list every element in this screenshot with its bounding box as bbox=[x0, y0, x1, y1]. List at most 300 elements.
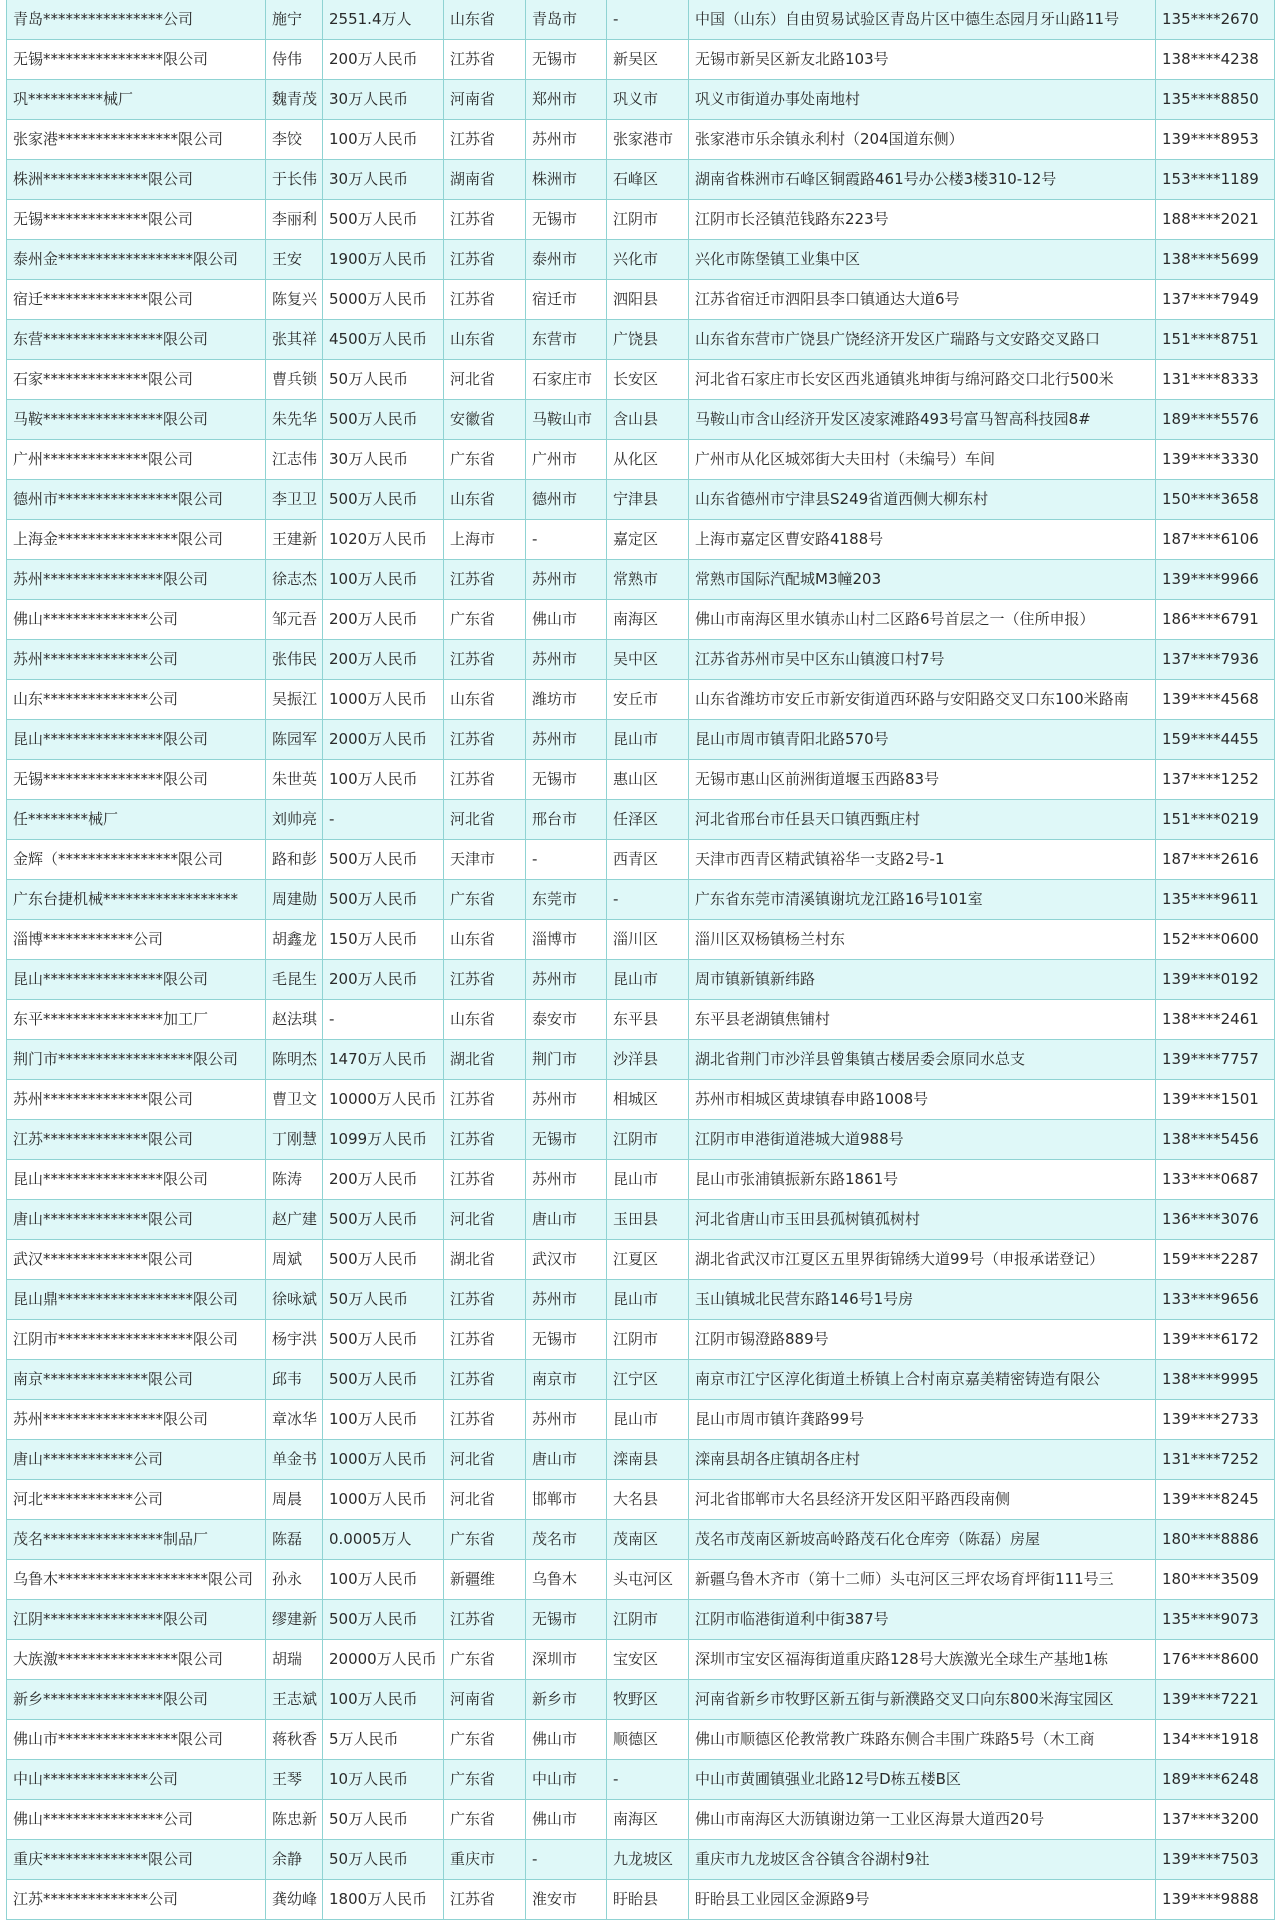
company-name-cell: 泰州金******************限公司 bbox=[7, 240, 266, 280]
company-name-cell: 乌鲁木********************限公司 bbox=[7, 1560, 266, 1600]
contact-name-cell: 邱韦 bbox=[266, 1360, 323, 1400]
district-cell: 江阴市 bbox=[607, 1120, 689, 1160]
registered-capital-cell: 2000万人民币 bbox=[323, 720, 444, 760]
registered-capital-cell: 500万人民币 bbox=[323, 880, 444, 920]
district-cell: 相城区 bbox=[607, 1080, 689, 1120]
phone-cell: 135****9611 bbox=[1156, 880, 1275, 920]
province-cell: 广东省 bbox=[444, 1640, 526, 1680]
district-cell: 吴中区 bbox=[607, 640, 689, 680]
company-name-cell: 江苏**************公司 bbox=[7, 1880, 266, 1920]
province-cell: 河南省 bbox=[444, 1680, 526, 1720]
province-cell: 广东省 bbox=[444, 440, 526, 480]
district-cell: 江阴市 bbox=[607, 1600, 689, 1640]
address-cell: 中山市黄圃镇强业北路12号D栋五楼B区 bbox=[689, 1760, 1156, 1800]
province-cell: 河北省 bbox=[444, 1440, 526, 1480]
city-cell: 苏州市 bbox=[526, 1160, 607, 1200]
company-name-cell: 东平****************加工厂 bbox=[7, 1000, 266, 1040]
phone-cell: 139****7757 bbox=[1156, 1040, 1275, 1080]
phone-cell: 131****8333 bbox=[1156, 360, 1275, 400]
contact-name-cell: 陈明杰 bbox=[266, 1040, 323, 1080]
registered-capital-cell: 10000万人民币 bbox=[323, 1080, 444, 1120]
phone-cell: 151****8751 bbox=[1156, 320, 1275, 360]
company-name-cell: 武汉**************限公司 bbox=[7, 1240, 266, 1280]
registered-capital-cell: 500万人民币 bbox=[323, 1600, 444, 1640]
province-cell: 广东省 bbox=[444, 880, 526, 920]
city-cell: 苏州市 bbox=[526, 960, 607, 1000]
city-cell: 无锡市 bbox=[526, 1120, 607, 1160]
contact-name-cell: 陈复兴 bbox=[266, 280, 323, 320]
city-cell: 苏州市 bbox=[526, 560, 607, 600]
province-cell: 河南省 bbox=[444, 80, 526, 120]
phone-cell: 139****3330 bbox=[1156, 440, 1275, 480]
contact-name-cell: 刘帅亮 bbox=[266, 800, 323, 840]
company-name-cell: 上海金****************限公司 bbox=[7, 520, 266, 560]
table-row bbox=[7, 320, 1275, 360]
address-cell: 新疆乌鲁木齐市（第十二师）头屯河区三坪农场育坪街111号三 bbox=[689, 1560, 1156, 1600]
province-cell: 江苏省 bbox=[444, 1400, 526, 1440]
contact-name-cell: 周晨 bbox=[266, 1480, 323, 1520]
city-cell: 淮安市 bbox=[526, 1880, 607, 1920]
province-cell: 山东省 bbox=[444, 1000, 526, 1040]
phone-cell: 137****7949 bbox=[1156, 280, 1275, 320]
phone-cell: 135****8850 bbox=[1156, 80, 1275, 120]
registered-capital-cell: 500万人民币 bbox=[323, 480, 444, 520]
district-cell: 昆山市 bbox=[607, 1400, 689, 1440]
phone-cell: 135****2670 bbox=[1156, 0, 1275, 40]
address-cell: 江苏省宿迁市泗阳县李口镇通达大道6号 bbox=[689, 280, 1156, 320]
district-cell: 昆山市 bbox=[607, 960, 689, 1000]
registered-capital-cell: 100万人民币 bbox=[323, 1680, 444, 1720]
contact-name-cell: 于长伟 bbox=[266, 160, 323, 200]
district-cell: 滦南县 bbox=[607, 1440, 689, 1480]
registered-capital-cell: 1000万人民币 bbox=[323, 1440, 444, 1480]
district-cell: 广饶县 bbox=[607, 320, 689, 360]
table-row bbox=[7, 1400, 1275, 1440]
address-cell: 淄川区双杨镇杨兰村东 bbox=[689, 920, 1156, 960]
table-row bbox=[7, 1320, 1275, 1360]
address-cell: 河北省唐山市玉田县孤树镇孤树村 bbox=[689, 1200, 1156, 1240]
registered-capital-cell: 0.0005万人 bbox=[323, 1520, 444, 1560]
registered-capital-cell: 30万人民币 bbox=[323, 160, 444, 200]
district-cell: 江阴市 bbox=[607, 200, 689, 240]
company-name-cell: 青岛****************公司 bbox=[7, 0, 266, 40]
phone-cell: 176****8600 bbox=[1156, 1640, 1275, 1680]
district-cell: 顺德区 bbox=[607, 1720, 689, 1760]
contact-name-cell: 王建新 bbox=[266, 520, 323, 560]
province-cell: 安徽省 bbox=[444, 400, 526, 440]
company-name-cell: 张家港****************限公司 bbox=[7, 120, 266, 160]
contact-name-cell: 魏青茂 bbox=[266, 80, 323, 120]
phone-cell: 138****5699 bbox=[1156, 240, 1275, 280]
registered-capital-cell: 500万人民币 bbox=[323, 1200, 444, 1240]
city-cell: 南京市 bbox=[526, 1360, 607, 1400]
address-cell: 江阴市申港街道港城大道988号 bbox=[689, 1120, 1156, 1160]
province-cell: 江苏省 bbox=[444, 200, 526, 240]
registered-capital-cell: 100万人民币 bbox=[323, 1560, 444, 1600]
city-cell: 无锡市 bbox=[526, 40, 607, 80]
contact-name-cell: 陈磊 bbox=[266, 1520, 323, 1560]
province-cell: 江苏省 bbox=[444, 1280, 526, 1320]
district-cell: - bbox=[607, 1760, 689, 1800]
district-cell: 嘉定区 bbox=[607, 520, 689, 560]
company-name-cell: 无锡****************限公司 bbox=[7, 40, 266, 80]
contact-name-cell: 李饺 bbox=[266, 120, 323, 160]
district-cell: 张家港市 bbox=[607, 120, 689, 160]
city-cell: - bbox=[526, 520, 607, 560]
company-name-cell: 石家**************限公司 bbox=[7, 360, 266, 400]
registered-capital-cell: 150万人民币 bbox=[323, 920, 444, 960]
contact-name-cell: 朱世英 bbox=[266, 760, 323, 800]
phone-cell: 159****2287 bbox=[1156, 1240, 1275, 1280]
table-row bbox=[7, 880, 1275, 920]
contact-name-cell: 陈涛 bbox=[266, 1160, 323, 1200]
contact-name-cell: 王安 bbox=[266, 240, 323, 280]
address-cell: 山东省潍坊市安丘市新安街道西环路与安阳路交叉口东100米路南 bbox=[689, 680, 1156, 720]
province-cell: 广东省 bbox=[444, 1800, 526, 1840]
contact-name-cell: 张其祥 bbox=[266, 320, 323, 360]
table-row bbox=[7, 1800, 1275, 1840]
registered-capital-cell: 500万人民币 bbox=[323, 200, 444, 240]
phone-cell: 189****5576 bbox=[1156, 400, 1275, 440]
district-cell: 巩义市 bbox=[607, 80, 689, 120]
company-name-cell: 任********械厂 bbox=[7, 800, 266, 840]
phone-cell: 139****9888 bbox=[1156, 1880, 1275, 1920]
address-cell: 张家港市乐余镇永利村（204国道东侧） bbox=[689, 120, 1156, 160]
province-cell: 江苏省 bbox=[444, 1600, 526, 1640]
table-row bbox=[7, 1480, 1275, 1520]
registered-capital-cell: 500万人民币 bbox=[323, 400, 444, 440]
table-row bbox=[7, 400, 1275, 440]
city-cell: 泰州市 bbox=[526, 240, 607, 280]
address-cell: 佛山市顺德区伦教常教广珠路东侧合丰围广珠路5号（木工商 bbox=[689, 1720, 1156, 1760]
city-cell: 潍坊市 bbox=[526, 680, 607, 720]
company-name-cell: 佛山**************公司 bbox=[7, 600, 266, 640]
city-cell: 东莞市 bbox=[526, 880, 607, 920]
company-name-cell: 德州市****************限公司 bbox=[7, 480, 266, 520]
district-cell: 长安区 bbox=[607, 360, 689, 400]
company-name-cell: 广东台捷机械****************** bbox=[7, 880, 266, 920]
company-name-cell: 江阴市******************限公司 bbox=[7, 1320, 266, 1360]
district-cell: 茂南区 bbox=[607, 1520, 689, 1560]
registered-capital-cell: 200万人民币 bbox=[323, 640, 444, 680]
address-cell: 巩义市街道办事处南地村 bbox=[689, 80, 1156, 120]
city-cell: 石家庄市 bbox=[526, 360, 607, 400]
table-row bbox=[7, 1120, 1275, 1160]
table-row bbox=[7, 0, 1275, 40]
city-cell: 邯郸市 bbox=[526, 1480, 607, 1520]
phone-cell: 187****2616 bbox=[1156, 840, 1275, 880]
city-cell: - bbox=[526, 1840, 607, 1880]
company-name-cell: 河北************公司 bbox=[7, 1480, 266, 1520]
table-row bbox=[7, 480, 1275, 520]
city-cell: 苏州市 bbox=[526, 720, 607, 760]
city-cell: 深圳市 bbox=[526, 1640, 607, 1680]
province-cell: 山东省 bbox=[444, 480, 526, 520]
table-row bbox=[7, 280, 1275, 320]
contact-name-cell: 邹元吾 bbox=[266, 600, 323, 640]
company-name-cell: 唐山**************限公司 bbox=[7, 1200, 266, 1240]
address-cell: 东平县老湖镇焦铺村 bbox=[689, 1000, 1156, 1040]
registered-capital-cell: 50万人民币 bbox=[323, 1800, 444, 1840]
registered-capital-cell: 200万人民币 bbox=[323, 40, 444, 80]
district-cell: 兴化市 bbox=[607, 240, 689, 280]
province-cell: 江苏省 bbox=[444, 120, 526, 160]
address-cell: 佛山市南海区大沥镇谢边第一工业区海景大道西20号 bbox=[689, 1800, 1156, 1840]
address-cell: 兴化市陈堡镇工业集中区 bbox=[689, 240, 1156, 280]
city-cell: 苏州市 bbox=[526, 1280, 607, 1320]
table-row bbox=[7, 1440, 1275, 1480]
district-cell: 玉田县 bbox=[607, 1200, 689, 1240]
district-cell: 昆山市 bbox=[607, 720, 689, 760]
registered-capital-cell: 50万人民币 bbox=[323, 360, 444, 400]
address-cell: 河南省新乡市牧野区新五街与新濮路交叉口向东800米海宝园区 bbox=[689, 1680, 1156, 1720]
company-name-cell: 苏州****************限公司 bbox=[7, 560, 266, 600]
registered-capital-cell: 50万人民币 bbox=[323, 1280, 444, 1320]
phone-cell: 159****4455 bbox=[1156, 720, 1275, 760]
district-cell: 南海区 bbox=[607, 1800, 689, 1840]
table-row bbox=[7, 680, 1275, 720]
registered-capital-cell: 500万人民币 bbox=[323, 1360, 444, 1400]
registered-capital-cell: 20000万人民币 bbox=[323, 1640, 444, 1680]
province-cell: 江苏省 bbox=[444, 1120, 526, 1160]
contact-name-cell: 吴振江 bbox=[266, 680, 323, 720]
table-row bbox=[7, 560, 1275, 600]
city-cell: 武汉市 bbox=[526, 1240, 607, 1280]
district-cell: 惠山区 bbox=[607, 760, 689, 800]
address-cell: 上海市嘉定区曹安路4188号 bbox=[689, 520, 1156, 560]
province-cell: 广东省 bbox=[444, 1520, 526, 1560]
province-cell: 河北省 bbox=[444, 800, 526, 840]
registered-capital-cell: 500万人民币 bbox=[323, 1320, 444, 1360]
address-cell: 滦南县胡各庄镇胡各庄村 bbox=[689, 1440, 1156, 1480]
phone-cell: 138****4238 bbox=[1156, 40, 1275, 80]
district-cell: - bbox=[607, 880, 689, 920]
contact-name-cell: 蒋秋香 bbox=[266, 1720, 323, 1760]
address-cell: 苏州市相城区黄埭镇春申路1008号 bbox=[689, 1080, 1156, 1120]
address-cell: 湖北省武汉市江夏区五里界街锦绣大道99号（申报承诺登记） bbox=[689, 1240, 1156, 1280]
company-name-cell: 巩**********械厂 bbox=[7, 80, 266, 120]
city-cell: - bbox=[526, 840, 607, 880]
table-row bbox=[7, 640, 1275, 680]
table-row bbox=[7, 1200, 1275, 1240]
phone-cell: 139****8245 bbox=[1156, 1480, 1275, 1520]
district-cell: 淄川区 bbox=[607, 920, 689, 960]
contact-name-cell: 杨宇洪 bbox=[266, 1320, 323, 1360]
registered-capital-cell: 1800万人民币 bbox=[323, 1880, 444, 1920]
contact-name-cell: 曹卫文 bbox=[266, 1080, 323, 1120]
address-cell: 天津市西青区精武镇裕华一支路2号-1 bbox=[689, 840, 1156, 880]
address-cell: 周市镇新镇新纬路 bbox=[689, 960, 1156, 1000]
address-cell: 昆山市周市镇青阳北路570号 bbox=[689, 720, 1156, 760]
registered-capital-cell: 500万人民币 bbox=[323, 840, 444, 880]
address-cell: 深圳市宝安区福海街道重庆路128号大族激光全球生产基地1栋 bbox=[689, 1640, 1156, 1680]
district-cell: 常熟市 bbox=[607, 560, 689, 600]
phone-cell: 137****1252 bbox=[1156, 760, 1275, 800]
phone-cell: 136****3076 bbox=[1156, 1200, 1275, 1240]
province-cell: 山东省 bbox=[444, 320, 526, 360]
address-cell: 山东省德州市宁津县S249省道西侧大柳东村 bbox=[689, 480, 1156, 520]
contact-name-cell: 周斌 bbox=[266, 1240, 323, 1280]
table-row bbox=[7, 80, 1275, 120]
registered-capital-cell: 200万人民币 bbox=[323, 960, 444, 1000]
contact-name-cell: 路和彭 bbox=[266, 840, 323, 880]
address-cell: 昆山市张浦镇振新东路1861号 bbox=[689, 1160, 1156, 1200]
registered-capital-cell: - bbox=[323, 800, 444, 840]
table-row bbox=[7, 200, 1275, 240]
province-cell: 广东省 bbox=[444, 1720, 526, 1760]
registered-capital-cell: 5000万人民币 bbox=[323, 280, 444, 320]
registered-capital-cell: 1470万人民币 bbox=[323, 1040, 444, 1080]
contact-name-cell: 单金书 bbox=[266, 1440, 323, 1480]
city-cell: 邢台市 bbox=[526, 800, 607, 840]
registered-capital-cell: 5万人民币 bbox=[323, 1720, 444, 1760]
province-cell: 江苏省 bbox=[444, 1880, 526, 1920]
address-cell: 河北省邯郸市大名县经济开发区阳平路西段南侧 bbox=[689, 1480, 1156, 1520]
registered-capital-cell: 30万人民币 bbox=[323, 440, 444, 480]
address-cell: 江阴市长泾镇范钱路东223号 bbox=[689, 200, 1156, 240]
contact-name-cell: 胡鑫龙 bbox=[266, 920, 323, 960]
district-cell: 含山县 bbox=[607, 400, 689, 440]
company-name-cell: 山东**************公司 bbox=[7, 680, 266, 720]
registered-capital-cell: 4500万人民币 bbox=[323, 320, 444, 360]
city-cell: 乌鲁木 bbox=[526, 1560, 607, 1600]
contact-name-cell: 王琴 bbox=[266, 1760, 323, 1800]
company-name-cell: 重庆**************限公司 bbox=[7, 1840, 266, 1880]
company-name-cell: 南京**************限公司 bbox=[7, 1360, 266, 1400]
address-cell: 无锡市惠山区前洲街道堰玉西路83号 bbox=[689, 760, 1156, 800]
province-cell: 江苏省 bbox=[444, 280, 526, 320]
district-cell: 安丘市 bbox=[607, 680, 689, 720]
province-cell: 江苏省 bbox=[444, 1360, 526, 1400]
company-name-cell: 无锡**************限公司 bbox=[7, 200, 266, 240]
province-cell: 江苏省 bbox=[444, 760, 526, 800]
table-row bbox=[7, 120, 1275, 160]
city-cell: 苏州市 bbox=[526, 640, 607, 680]
phone-cell: 139****4568 bbox=[1156, 680, 1275, 720]
contact-name-cell: 孙永 bbox=[266, 1560, 323, 1600]
company-name-cell: 宿迁**************限公司 bbox=[7, 280, 266, 320]
city-cell: 郑州市 bbox=[526, 80, 607, 120]
company-name-cell: 广州**************限公司 bbox=[7, 440, 266, 480]
registered-capital-cell: 100万人民币 bbox=[323, 760, 444, 800]
district-cell: 宁津县 bbox=[607, 480, 689, 520]
company-name-cell: 苏州**************公司 bbox=[7, 640, 266, 680]
address-cell: 江阴市临港街道利中街387号 bbox=[689, 1600, 1156, 1640]
contact-name-cell: 章冰华 bbox=[266, 1400, 323, 1440]
address-cell: 江阴市锡澄路889号 bbox=[689, 1320, 1156, 1360]
phone-cell: 139****0192 bbox=[1156, 960, 1275, 1000]
table-row bbox=[7, 1280, 1275, 1320]
table-row bbox=[7, 1080, 1275, 1120]
city-cell: 唐山市 bbox=[526, 1440, 607, 1480]
phone-cell: 138****2461 bbox=[1156, 1000, 1275, 1040]
contact-name-cell: 赵广建 bbox=[266, 1200, 323, 1240]
table-row bbox=[7, 440, 1275, 480]
contact-name-cell: 朱先华 bbox=[266, 400, 323, 440]
company-name-cell: 茂名****************制品厂 bbox=[7, 1520, 266, 1560]
registered-capital-cell: 30万人民币 bbox=[323, 80, 444, 120]
district-cell: 沙洋县 bbox=[607, 1040, 689, 1080]
table-row bbox=[7, 1840, 1275, 1880]
address-cell: 湖北省荆门市沙洋县曾集镇古楼居委会原同水总支 bbox=[689, 1040, 1156, 1080]
address-cell: 河北省石家庄市长安区西兆通镇兆坤街与绵河路交口北行500米 bbox=[689, 360, 1156, 400]
company-name-cell: 金辉（****************限公司 bbox=[7, 840, 266, 880]
table-row bbox=[7, 1520, 1275, 1560]
contact-name-cell: 毛昆生 bbox=[266, 960, 323, 1000]
address-cell: 中国（山东）自由贸易试验区青岛片区中德生态园月牙山路11号 bbox=[689, 0, 1156, 40]
city-cell: 无锡市 bbox=[526, 1600, 607, 1640]
province-cell: 湖南省 bbox=[444, 160, 526, 200]
city-cell: 淄博市 bbox=[526, 920, 607, 960]
district-cell: 东平县 bbox=[607, 1000, 689, 1040]
company-name-cell: 江阴****************限公司 bbox=[7, 1600, 266, 1640]
company-name-cell: 佛山市****************限公司 bbox=[7, 1720, 266, 1760]
company-name-cell: 佛山****************公司 bbox=[7, 1800, 266, 1840]
phone-cell: 133****9656 bbox=[1156, 1280, 1275, 1320]
address-cell: 佛山市南海区里水镇赤山村二区路6号首层之一（住所申报） bbox=[689, 600, 1156, 640]
phone-cell: 186****6791 bbox=[1156, 600, 1275, 640]
table-row bbox=[7, 1880, 1275, 1920]
phone-cell: 137****3200 bbox=[1156, 1800, 1275, 1840]
table-row bbox=[7, 1680, 1275, 1720]
province-cell: 上海市 bbox=[444, 520, 526, 560]
table-row bbox=[7, 1720, 1275, 1760]
address-cell: 玉山镇城北民营东路146号1号房 bbox=[689, 1280, 1156, 1320]
province-cell: 河北省 bbox=[444, 1480, 526, 1520]
phone-cell: 138****5456 bbox=[1156, 1120, 1275, 1160]
contact-name-cell: 施宁 bbox=[266, 0, 323, 40]
contact-name-cell: 徐志杰 bbox=[266, 560, 323, 600]
table-row bbox=[7, 1640, 1275, 1680]
district-cell: 江夏区 bbox=[607, 1240, 689, 1280]
company-name-cell: 昆山鼎******************限公司 bbox=[7, 1280, 266, 1320]
district-cell: 江宁区 bbox=[607, 1360, 689, 1400]
registered-capital-cell: 1020万人民币 bbox=[323, 520, 444, 560]
city-cell: 宿迁市 bbox=[526, 280, 607, 320]
contact-name-cell: 龚幼峰 bbox=[266, 1880, 323, 1920]
phone-cell: 133****0687 bbox=[1156, 1160, 1275, 1200]
contact-name-cell: 陈忠新 bbox=[266, 1800, 323, 1840]
city-cell: 唐山市 bbox=[526, 1200, 607, 1240]
address-cell: 广州市从化区城郊街大夫田村（未编号）车间 bbox=[689, 440, 1156, 480]
phone-cell: 139****8953 bbox=[1156, 120, 1275, 160]
city-cell: 泰安市 bbox=[526, 1000, 607, 1040]
contact-name-cell: 陈园军 bbox=[266, 720, 323, 760]
address-cell: 马鞍山市含山经济开发区凌家滩路493号富马智高科技园8# bbox=[689, 400, 1156, 440]
table-row bbox=[7, 840, 1275, 880]
table-row bbox=[7, 40, 1275, 80]
table-row bbox=[7, 1600, 1275, 1640]
address-cell: 广东省东莞市清溪镇谢坑龙江路16号101室 bbox=[689, 880, 1156, 920]
table-row bbox=[7, 160, 1275, 200]
district-cell: - bbox=[607, 0, 689, 40]
registered-capital-cell: 200万人民币 bbox=[323, 1160, 444, 1200]
table-row bbox=[7, 1560, 1275, 1600]
city-cell: 广州市 bbox=[526, 440, 607, 480]
table-row bbox=[7, 1360, 1275, 1400]
contact-name-cell: 徐咏斌 bbox=[266, 1280, 323, 1320]
district-cell: 新吴区 bbox=[607, 40, 689, 80]
table-row bbox=[7, 920, 1275, 960]
contact-name-cell: 侍伟 bbox=[266, 40, 323, 80]
district-cell: 泗阳县 bbox=[607, 280, 689, 320]
table-row bbox=[7, 1160, 1275, 1200]
district-cell: 西青区 bbox=[607, 840, 689, 880]
phone-cell: 139****7503 bbox=[1156, 1840, 1275, 1880]
registered-capital-cell: 1099万人民币 bbox=[323, 1120, 444, 1160]
records-table bbox=[6, 0, 1275, 1920]
company-name-cell: 马鞍****************限公司 bbox=[7, 400, 266, 440]
